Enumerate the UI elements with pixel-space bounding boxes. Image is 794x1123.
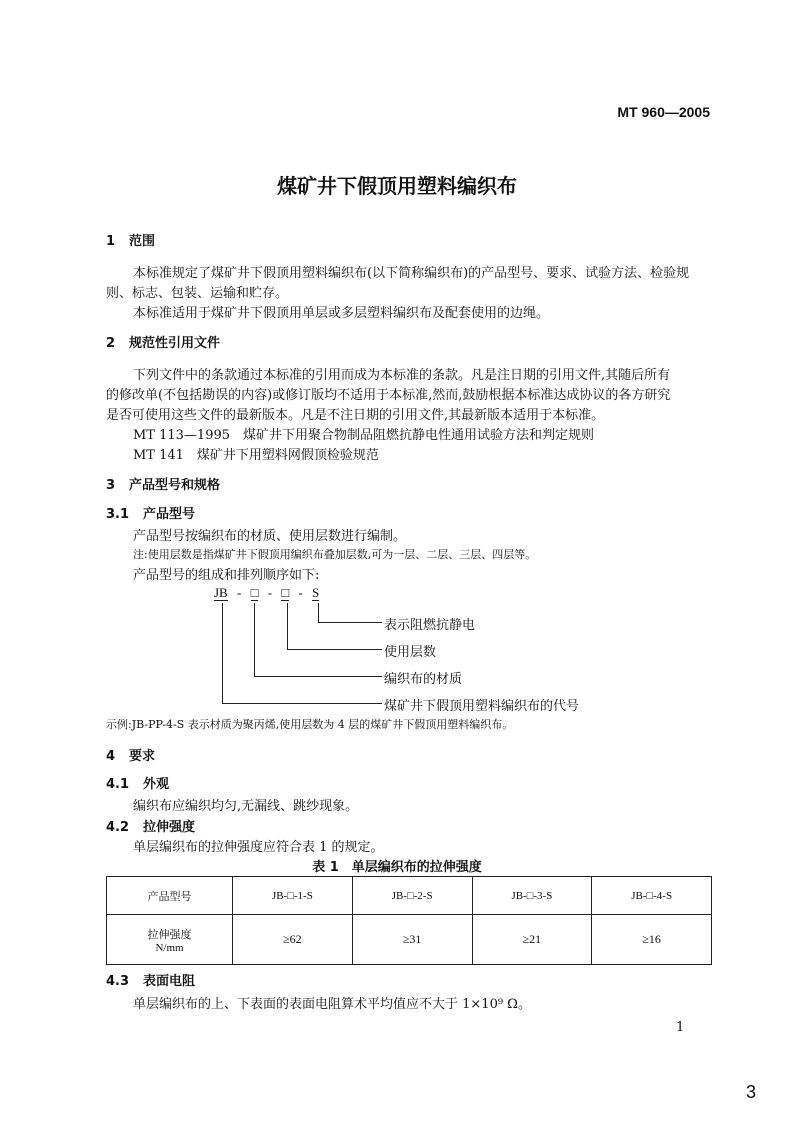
code-layers-box: □: [281, 585, 290, 600]
paragraph: 本标准规定了煤矿井下假顶用塑料编织布(以下简称编织布)的产品型号、要求、试验方法、检验规: [133, 266, 690, 281]
table-header-cell: JB-□-2-S: [352, 877, 472, 915]
paragraph: 单层编织布的上、下表面的表面电阻算术平均值应不大于 1×10⁹ Ω。: [133, 997, 531, 1012]
connector-line: [318, 603, 319, 622]
table-cell: ≥16: [592, 915, 712, 965]
subsection-4-3-heading: [106, 970, 195, 989]
note: 注:使用层数是指煤矿井下假顶用编织布叠加层数,可为一层、二层、三层、四层等。: [133, 548, 537, 561]
paragraph: 产品型号按编织布的材质、使用层数进行编制。: [133, 529, 407, 544]
model-code: [214, 585, 319, 601]
section-number: 4: [106, 749, 116, 764]
reference-item: MT 141 煤矿井下用塑料网假顶检验规范: [133, 448, 379, 463]
table-header-cell: JB-□-1-S: [233, 877, 353, 915]
connector-line: [254, 603, 255, 676]
section-title: 产品型号和规格: [129, 478, 221, 493]
paragraph: 本标准适用于煤矿井下假顶用单层或多层塑料编织布及配套使用的边绳。: [133, 306, 550, 321]
subsection-4-2-heading: [106, 816, 195, 835]
tensile-strength-table: [106, 876, 712, 965]
code-material-box: □: [250, 585, 259, 600]
paragraph: 编织布应编织均匀,无漏线、跳纱现象。: [133, 799, 359, 814]
connector-line: [222, 603, 223, 703]
subsection-4-1-heading: [106, 773, 169, 792]
page-number: 3: [746, 1082, 757, 1102]
subsection-number: 4.1: [106, 777, 130, 792]
section-title: 要求: [129, 749, 156, 764]
section-3-heading: [106, 474, 220, 493]
connector-line: [318, 622, 382, 623]
table-row: [107, 877, 712, 915]
subsection-3-1-heading: [106, 503, 195, 522]
table-header-cell: JB-□-3-S: [472, 877, 592, 915]
section-number: 1: [106, 234, 116, 249]
code-separator: -: [236, 585, 242, 600]
table-cell: ≥31: [352, 915, 472, 965]
subsection-number: 4.3: [106, 974, 130, 989]
table-row-label: [107, 915, 233, 965]
code-separator: -: [298, 585, 303, 600]
table-caption: 表 1 单层编织布的拉伸强度: [312, 860, 482, 875]
paragraph: 下列文件中的条款通过本标准的引用而成为本标准的条款。凡是注日期的引用文件,其随后所有: [133, 368, 671, 383]
subsection-title: 表面电阻: [143, 974, 196, 989]
paragraph: 的修改单(不包括勘误的内容)或修订版均不适用于本标准,然而,鼓励根据本标准达成协议的各方研究: [106, 388, 671, 403]
section-2-heading: [106, 332, 220, 351]
code-label-material: 编织布的材质: [384, 672, 463, 687]
connector-line: [287, 603, 288, 649]
paragraph: 则、标志、包装、运输和贮存。: [106, 286, 289, 301]
connector-line: [222, 703, 382, 704]
document-title: 煤矿井下假顶用塑料编织布: [277, 174, 517, 198]
table-cell: ≥62: [233, 915, 353, 965]
page-folio: 1: [676, 1020, 685, 1035]
code-separator: -: [267, 585, 273, 600]
table-header-cell: 产品型号: [107, 877, 233, 915]
section-1-heading: [106, 230, 155, 249]
code-label-layers: 使用层数: [384, 645, 437, 660]
connector-line: [287, 649, 382, 650]
row-label-unit: N/mm: [155, 941, 184, 954]
paragraph: 产品型号的组成和排列顺序如下:: [133, 568, 320, 583]
paragraph: 单层编织布的拉伸强度应符合表 1 的规定。: [133, 840, 384, 855]
subsection-number: 4.2: [106, 820, 130, 835]
reference-item: MT 113—1995 煤矿井下用聚合物制品阻燃抗静电性通用试验方法和判定规则: [133, 428, 595, 443]
connector-line: [254, 676, 382, 677]
standard-code: MT 960—2005: [617, 104, 710, 120]
subsection-title: 外观: [143, 777, 170, 792]
subsection-title: 产品型号: [143, 507, 196, 522]
section-title: 规范性引用文件: [129, 336, 221, 351]
section-number: 2: [106, 336, 116, 351]
subsection-title: 拉伸强度: [143, 820, 196, 835]
table-header-cell: JB-□-4-S: [592, 877, 712, 915]
example: 示例:JB-PP-4-S 表示材质为聚丙烯,使用层数为 4 层的煤矿井下假顶用塑料编织布。: [106, 718, 514, 731]
table-row: [107, 915, 712, 965]
section-title: 范围: [129, 234, 156, 249]
code-jb: JB: [214, 585, 228, 600]
code-s: S: [311, 585, 320, 600]
code-label-antistatic: 表示阻燃抗静电: [384, 618, 476, 633]
subsection-number: 3.1: [106, 507, 130, 522]
section-number: 3: [106, 478, 116, 493]
row-label-name: 拉伸强度: [147, 928, 192, 941]
paragraph: 是否可使用这些文件的最新版本。凡是不注日期的引用文件,其最新版本适用于本标准。: [106, 408, 605, 423]
code-label-jb: 煤矿井下假顶用塑料编织布的代号: [384, 699, 580, 714]
table-cell: ≥21: [472, 915, 592, 965]
section-4-heading: [106, 745, 155, 764]
